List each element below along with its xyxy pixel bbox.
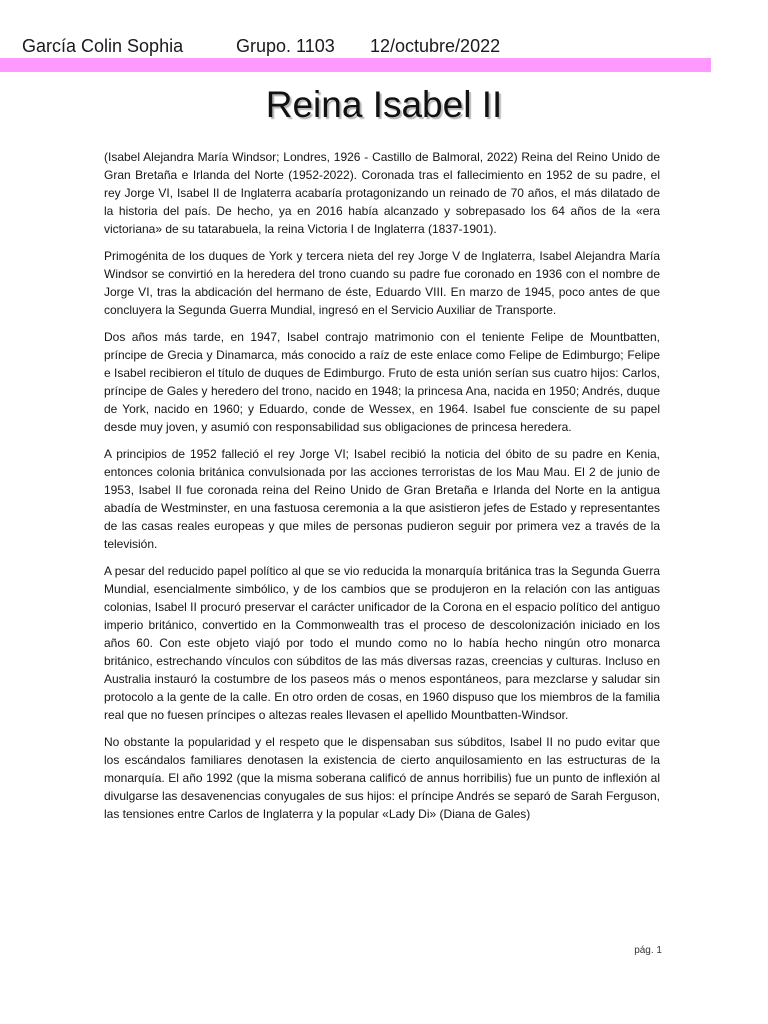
header-divider-band	[0, 58, 711, 72]
date-label: 12/octubre/2022	[370, 36, 501, 56]
page-number: pág. 1	[634, 945, 662, 956]
paragraph-1: (Isabel Alejandra María Windsor; Londres, 1926 - Castillo de Balmoral, 2022) Reina del Reino Unido de Gran Bretaña e Irlanda del Norte (1952-2022). Coronada tras el fallecimiento en 1952 de su padre, el rey Jorge VI, Isabel II de Inglaterra acabaría protagonizando un reinado de 70 años, el más dilatado de la historia del país. De hecho, ya en 2016 había alcanzado y sobrepasado los 64 años de la «era victoriana» de su tatarabuela, la reina Victoria I de Inglaterra (1837-1901).	[104, 150, 660, 236]
document-title: Reina Isabel II	[265, 84, 503, 125]
document-body	[104, 148, 660, 832]
paragraph-3: Dos años más tarde, en 1947, Isabel contrajo matrimonio con el teniente Felipe de Mountbatten, príncipe de Grecia y Dinamarca, más conocido a raíz de este enlace como Felipe de Edimburgo; Felipe e Isabel recibieron el título de duques de Edimburgo. Fruto de esta unión serían sus cuatro hijos: Carlos, príncipe de Gales y heredero del trono, nacido en 1948; la princesa Ana, nacida en 1950; Andrés, duque de York, nacido en 1960; y Eduardo, conde de Wessex, en 1964. Isabel fue consciente de su papel desde muy joven, y asumió con responsabilidad sus obligaciones de princesa heredera.	[104, 330, 660, 434]
paragraph-4: A principios de 1952 falleció el rey Jorge VI; Isabel recibió la noticia del óbito de su padre en Kenia, entonces colonia británica convulsionada por las acciones terroristas de los Mau Mau. El 2 de junio de 1953, Isabel II fue coronada reina del Reino Unido de Gran Bretaña e Irlanda del Norte en la antigua abadía de Westminster, en una fastuosa ceremonia a la que asistieron jefes de Estado y representantes de las casas reales europeas y que miles de personas pudieron seguir por primera vez a través de la televisión.	[104, 447, 660, 551]
paragraph-6: No obstante la popularidad y el respeto que le dispensaban sus súbditos, Isabel II no pudo evitar que los escándalos familiares denotasen la existencia de cierto anquilosamiento en las estructuras de la monarquía. El año 1992 (que la misma soberana calificó de annus horribilis) fue un punto de inflexión al divulgarse las desavenencias conyugales de sus hijos: el príncipe Andrés se separó de Sarah Ferguson, las tensiones entre Carlos de Inglaterra y la popular «Lady Di» (Diana de Gales)	[104, 735, 660, 821]
group-label: Grupo. 1103	[236, 36, 335, 56]
student-name: García Colin Sophia	[22, 36, 184, 56]
paragraph-5: A pesar del reducido papel político al que se vio reducida la monarquía británica tras la Segunda Guerra Mundial, esencialmente simbólico, y de los cambios que se produjeron en la relación con las antiguas colonias, Isabel II procuró preservar el carácter unificador de la Corona en el espacio político del antiguo imperio británico, convertido en la Commonwealth tras el proceso de descolonización iniciado en los años 60. Con este objeto viajó por todo el mundo como no lo había hecho ningún otro monarca británico, estrechando vínculos con súbditos de las más diversas razas, creencias y culturas. Incluso en Australia instauró la costumbre de los paseos más o menos espontáneos, para mezclarse y saludar sin protocolo a la gente de la calle. En otro orden de cosas, en 1960 dispuso que los miembros de la familia real que no fuesen príncipes o altezas reales llevasen el apellido Mountbatten-Windsor.	[104, 564, 660, 722]
paragraph-2: Primogénita de los duques de York y tercera nieta del rey Jorge V de Inglaterra, Isabel Alejandra María Windsor se convirtió en la heredera del trono cuando su padre fue coronado en 1936 con el nombre de Jorge VI, tras la abdicación del hermano de éste, Eduardo VIII. En marzo de 1945, poco antes de que concluyera la Segunda Guerra Mundial, ingresó en el Servicio Auxiliar de Transporte.	[104, 249, 660, 317]
